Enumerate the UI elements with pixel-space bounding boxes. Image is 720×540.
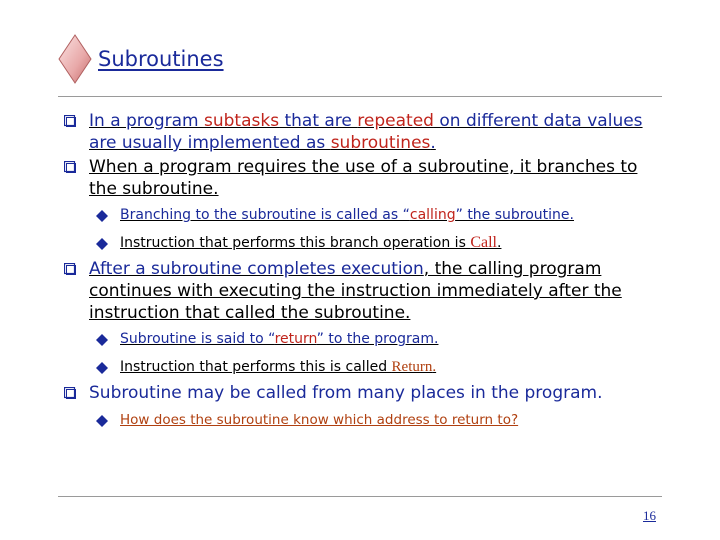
- checkbox-bullet-icon: [64, 161, 76, 173]
- checkbox-bullet-icon: [64, 115, 76, 127]
- repeated-term: repeated: [357, 111, 434, 131]
- page-number: 16: [643, 508, 656, 523]
- slide-content: [62, 110, 662, 431]
- return-instruction-term: Return: [391, 359, 433, 375]
- call-term: Call: [470, 234, 497, 251]
- bullet-1-text-c: on different data values are usually implemented as: [89, 111, 643, 153]
- bullet-4a: [62, 409, 662, 431]
- bullet-2-text: When a program requires the use of a subroutine, it branches to the subroutine.: [89, 157, 638, 199]
- checkbox-bullet-icon: [64, 387, 76, 399]
- bullet-2b-text-a: Instruction that performs this branch operation is: [120, 235, 471, 251]
- bullet-3b-text-b: .: [432, 359, 437, 375]
- diamond-bullet-icon: [96, 210, 108, 222]
- title-area: [58, 34, 358, 86]
- diamond-bullet-icon: [96, 238, 108, 250]
- subroutines-term: subroutines: [330, 133, 431, 153]
- bullet-2b-text-b: .: [497, 235, 502, 251]
- bullet-3-text-b: , the calling program continues with executing the instruction immediately after the instruction that called the subroutine.: [89, 259, 622, 323]
- bullet-1-text-b: that are: [279, 111, 358, 131]
- bullet-2a-text-a: Branching to the subroutine is called as “: [120, 207, 410, 223]
- bullet-2b: [62, 232, 662, 254]
- bullet-3a-text-b: ” to the program.: [316, 331, 439, 347]
- subtasks-term: subtasks: [203, 111, 280, 131]
- diamond-icon: [58, 34, 92, 84]
- bullet-1: [62, 110, 662, 154]
- bullet-3a: [62, 328, 662, 350]
- return-term: return: [274, 331, 317, 347]
- slide-title: Subroutines: [98, 47, 224, 71]
- bullet-2: [62, 156, 662, 200]
- bullet-3b-text-a: Instruction that performs this is called: [120, 359, 392, 375]
- footer-divider: [58, 496, 662, 497]
- calling-term: calling: [409, 207, 456, 223]
- checkbox-bullet-icon: [64, 263, 76, 275]
- title-divider: [58, 96, 662, 97]
- bullet-3: [62, 258, 662, 324]
- bullet-4-text: Subroutine may be called from many places in the program.: [89, 383, 603, 403]
- bullet-3a-text-a: Subroutine is said to “: [120, 331, 275, 347]
- bullet-3-text-a: After a subroutine completes execution: [89, 259, 424, 279]
- diamond-bullet-icon: [96, 334, 108, 346]
- bullet-2a-text-b: ” the subroutine.: [455, 207, 574, 223]
- bullet-1-text-a: In a program: [89, 111, 204, 131]
- bullet-1-text-d: .: [430, 133, 436, 153]
- bullet-3b: [62, 356, 662, 378]
- diamond-bullet-icon: [96, 415, 108, 427]
- diamond-bullet-icon: [96, 362, 108, 374]
- bullet-4a-text: How does the subroutine know which address to return to?: [120, 412, 519, 428]
- bullet-4: [62, 382, 662, 404]
- bullet-2a: [62, 204, 662, 226]
